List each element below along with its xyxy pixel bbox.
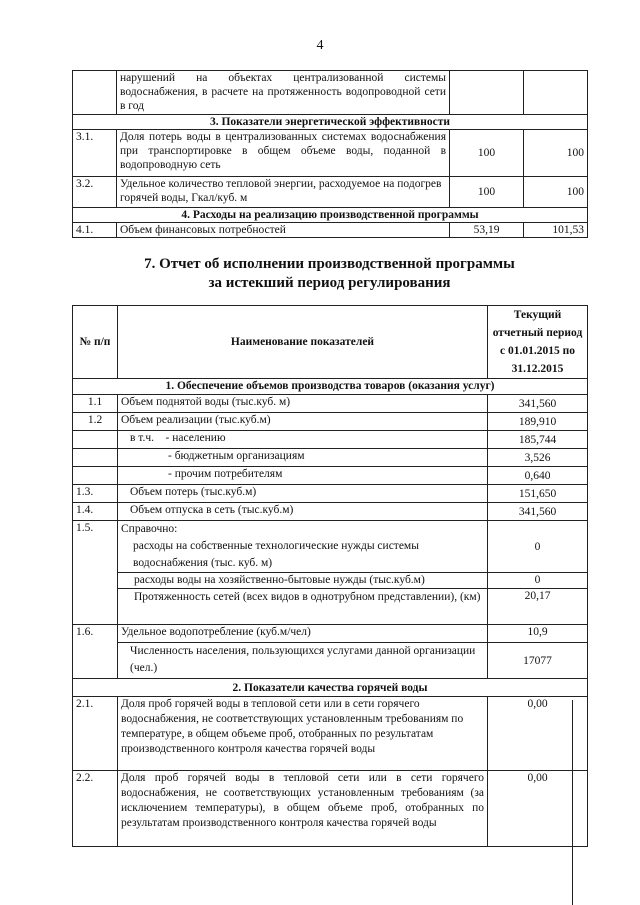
report-title-line2: за истекший период регулирования	[208, 275, 451, 291]
header-row	[73, 306, 588, 379]
energy-efficiency-table	[72, 70, 588, 238]
row15-label: Справочно:	[121, 523, 178, 535]
section-header-row	[73, 115, 588, 130]
row15-item1: расходы на собственные технологические нужды системы водоснабжения (тыс. куб. м)	[133, 540, 419, 569]
section1-title: 1. Обеспечение объемов производства товаров (оказания услуг)	[73, 379, 588, 395]
report-title-line1: 7. Отчет об исполнении производственной программы	[144, 256, 515, 272]
continuation-row-name: нарушений на объектах централизованной системы водоснабжения, в расчете на протяженность водопроводной сети в год	[117, 71, 450, 115]
row15-item1-value: 0	[488, 521, 588, 573]
row15-item2-value: 0	[488, 573, 588, 589]
section3-title: 3. Показатели энергетической эффективности	[73, 115, 588, 130]
row-value-1: 53,19	[450, 223, 524, 238]
row-value-1: 100	[450, 130, 524, 177]
row-name: Доля потерь воды в централизованных системах водоснабжения при транспортировке в общем объеме воды, поданной в водопроводную сеть	[117, 130, 450, 177]
table-row: 2.1. Доля проб горячей воды в тепловой сети или в сети горячего водоснабжения, не соответствующих установленным требованиям по температуре, в общем объеме проб, отобранных по результатам производственного контроля качества горячей воды 0,00	[73, 697, 588, 771]
row-value-2: 101,53	[524, 223, 588, 238]
table-row: - прочим потребителям 0,640	[73, 467, 588, 485]
table-row: 1.2 Объем реализации (тыс.куб.м) 189,910	[73, 413, 588, 431]
row15-item2: расходы воды на хозяйственно-бытовые нужды (тыс.куб.м)	[118, 573, 488, 589]
table-row: 1.3. Объем потерь (тыс.куб.м) 151,650	[73, 485, 588, 503]
table-row: 1.4. Объем отпуска в сеть (тыс.куб.м) 341,560	[73, 503, 588, 521]
scan-line	[572, 700, 573, 905]
table-row	[73, 223, 588, 238]
table-row	[73, 521, 588, 573]
table-row: в т.ч. - населению 185,744	[73, 431, 588, 449]
row-num: 4.1.	[73, 223, 117, 238]
table-row: 2.2. Доля проб горячей воды в тепловой сети или в сети горячего водоснабжения, не соответствующих установленным требованиям (за исключением температуры), в общем объеме проб, отобранных по результатам производственного контроля качества горячей воды 0,00	[73, 771, 588, 847]
row-value-1: 100	[450, 177, 524, 208]
table-row	[73, 589, 588, 625]
row-num: 3.1.	[73, 130, 117, 177]
row15-item3-value: 20,17	[488, 589, 588, 625]
table-row: 1.6. Удельное водопотребление (куб.м/чел) 10,9	[73, 625, 588, 643]
table-row: - бюджетным организациям 3,526	[73, 449, 588, 467]
row-num: 3.2.	[73, 177, 117, 208]
section-header-row	[73, 679, 588, 697]
row-name: Объем финансовых потребностей	[117, 223, 450, 238]
table-row	[73, 177, 588, 208]
section-header-row	[73, 379, 588, 395]
section2-title: 2. Показатели качества горячей воды	[73, 679, 588, 697]
row-value-2: 100	[524, 130, 588, 177]
table-row	[73, 71, 588, 115]
table-row	[73, 573, 588, 589]
table-row: Численность населения, пользующихся услугами данной организации (чел.) 17077	[73, 643, 588, 679]
row15-item3: Протяженность сетей (всех видов в однотрубном представлении), (км)	[118, 589, 488, 625]
program-report-table	[72, 305, 588, 847]
report-title	[72, 255, 587, 293]
section4-title: 4. Расходы на реализацию производственной программы	[73, 208, 588, 223]
header-name: Наименование показателей	[118, 306, 488, 379]
section-header-row	[73, 208, 588, 223]
header-value: Текущий отчетный период с 01.01.2015 по 31.12.2015	[488, 306, 588, 379]
page-number: 4	[316, 38, 324, 53]
row-value-2: 100	[524, 177, 588, 208]
row-name: Удельное количество тепловой энергии, расходуемое на подогрев горячей воды, Гкал/куб. м	[117, 177, 450, 208]
row15-num: 1.5.	[73, 521, 118, 625]
table-row	[73, 130, 588, 177]
header-num: № п/п	[73, 306, 118, 379]
table-row: 1.1 Объем поднятой воды (тыс.куб. м) 341,560	[73, 395, 588, 413]
